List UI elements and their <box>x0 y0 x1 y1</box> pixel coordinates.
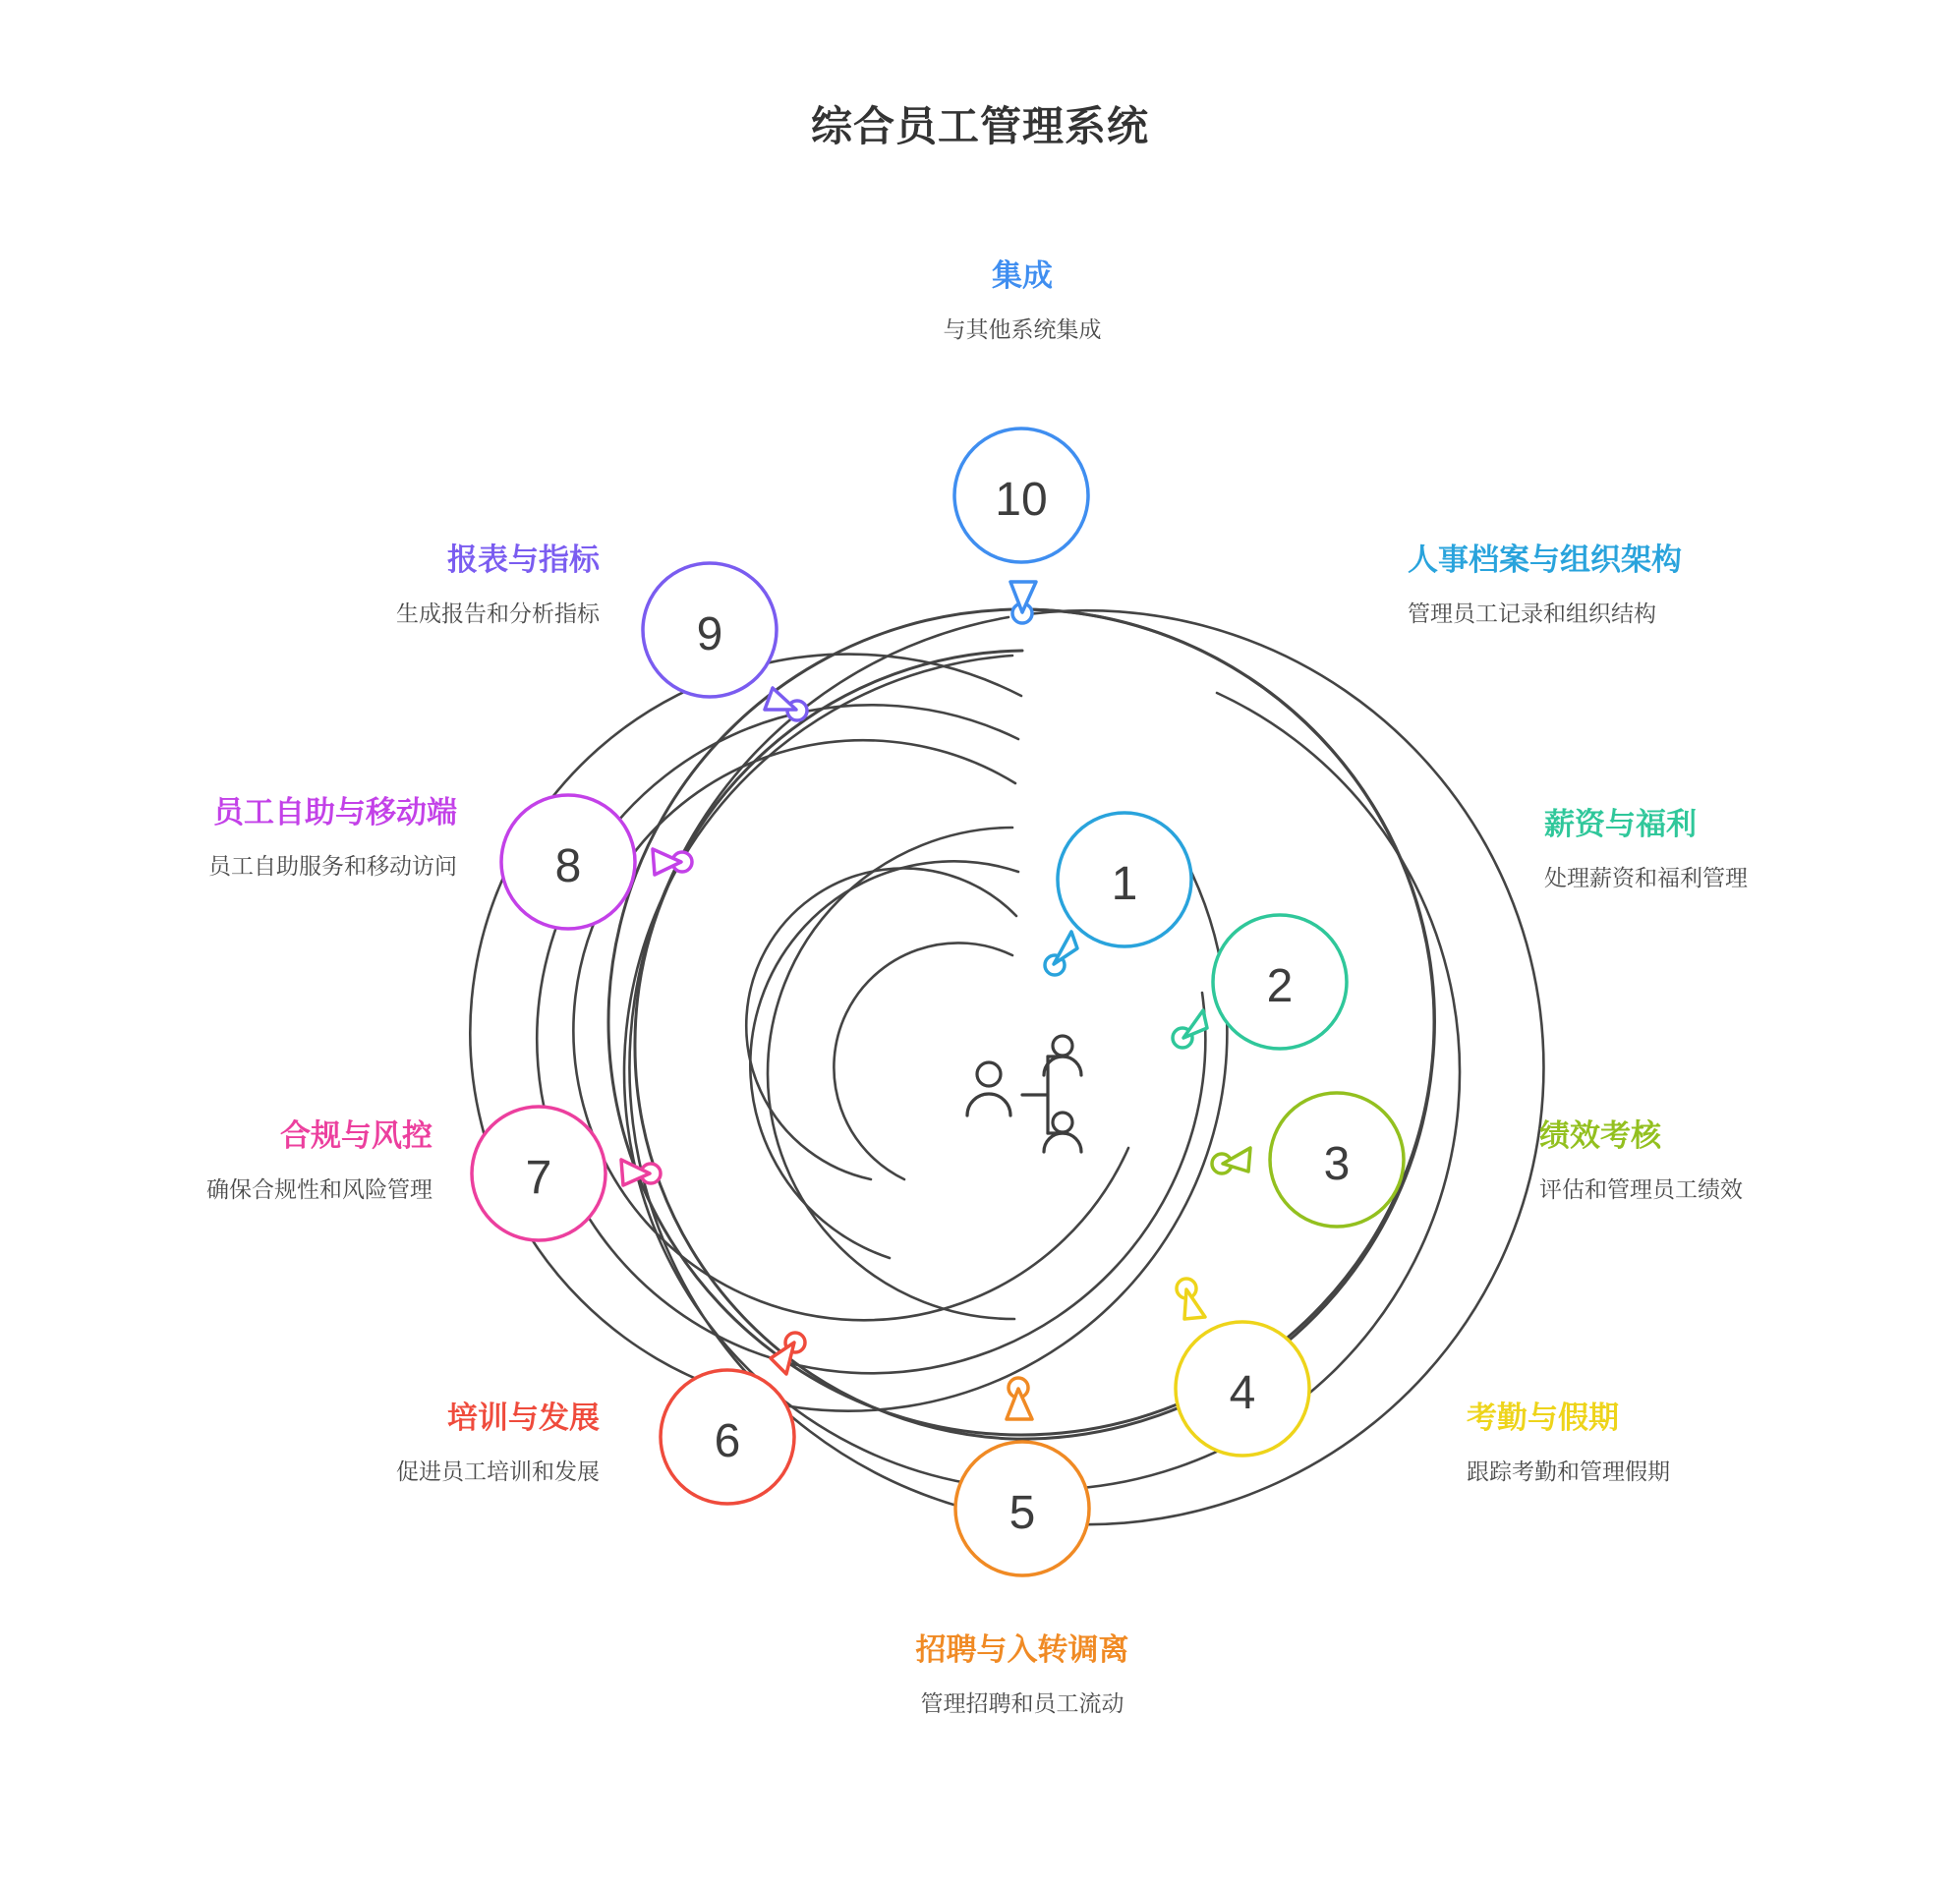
label-2-title: 薪资与福利 <box>1544 807 1697 841</box>
label-6 <box>177 1400 600 1487</box>
bubble-8[interactable] <box>501 795 681 929</box>
label-7-title: 合规与风控 <box>280 1118 432 1153</box>
bubble-1[interactable] <box>1054 813 1191 964</box>
bubble-9[interactable] <box>643 563 796 710</box>
bubble-3[interactable] <box>1223 1093 1404 1227</box>
label-7 <box>10 1117 432 1205</box>
bubble-6[interactable] <box>661 1343 794 1504</box>
bubble-4[interactable] <box>1176 1289 1309 1456</box>
label-2 <box>1544 806 1937 893</box>
svg-text:4: 4 <box>1229 1367 1256 1419</box>
label-6-title: 培训与发展 <box>447 1401 600 1435</box>
label-1-desc: 管理员工记录和组织结构 <box>1408 600 1656 627</box>
label-1 <box>1408 542 1919 629</box>
label-1-title: 人事档案与组织架构 <box>1408 543 1682 577</box>
label-2-desc: 处理薪资和福利管理 <box>1544 865 1748 891</box>
svg-text:3: 3 <box>1323 1138 1351 1190</box>
label-4 <box>1467 1400 1879 1487</box>
label-4-title: 考勤与假期 <box>1467 1401 1619 1435</box>
bubble-5[interactable] <box>955 1389 1089 1575</box>
label-3-desc: 评估和管理员工绩效 <box>1539 1176 1743 1203</box>
svg-text:10: 10 <box>995 474 1048 526</box>
label-3 <box>1539 1117 1932 1205</box>
people-org-icon <box>967 1036 1081 1152</box>
svg-text:1: 1 <box>1111 858 1138 910</box>
label-9-desc: 生成报告和分析指标 <box>396 600 600 627</box>
svg-text:8: 8 <box>554 840 582 892</box>
label-5 <box>796 1631 1248 1719</box>
label-4-desc: 跟踪考勤和管理假期 <box>1467 1458 1670 1485</box>
label-8-title: 员工自助与移动端 <box>213 795 457 829</box>
svg-text:2: 2 <box>1266 960 1294 1012</box>
bubble-2[interactable] <box>1183 915 1347 1049</box>
label-3-title: 绩效考核 <box>1539 1118 1661 1153</box>
label-10 <box>793 257 1251 345</box>
svg-text:7: 7 <box>525 1152 552 1204</box>
svg-text:9: 9 <box>696 608 723 660</box>
label-10-title: 集成 <box>992 258 1053 293</box>
label-9-title: 报表与指标 <box>447 543 600 577</box>
label-5-desc: 管理招聘和员工流动 <box>920 1690 1124 1717</box>
page-title: 综合员工管理系统 <box>810 103 1149 149</box>
label-7-desc: 确保合规性和风险管理 <box>206 1176 432 1203</box>
label-5-title: 招聘与入转调离 <box>915 1632 1129 1667</box>
label-8 <box>10 794 457 882</box>
label-9 <box>167 542 600 629</box>
label-8-desc: 员工自助服务和移动访问 <box>208 853 457 880</box>
label-6-desc: 促进员工培训和发展 <box>396 1458 600 1485</box>
spiral-dots <box>641 603 1232 1398</box>
label-10-desc: 与其他系统集成 <box>943 316 1102 343</box>
svg-text:6: 6 <box>714 1415 741 1467</box>
svg-text:5: 5 <box>1009 1487 1036 1539</box>
bubble-10[interactable] <box>954 429 1088 612</box>
